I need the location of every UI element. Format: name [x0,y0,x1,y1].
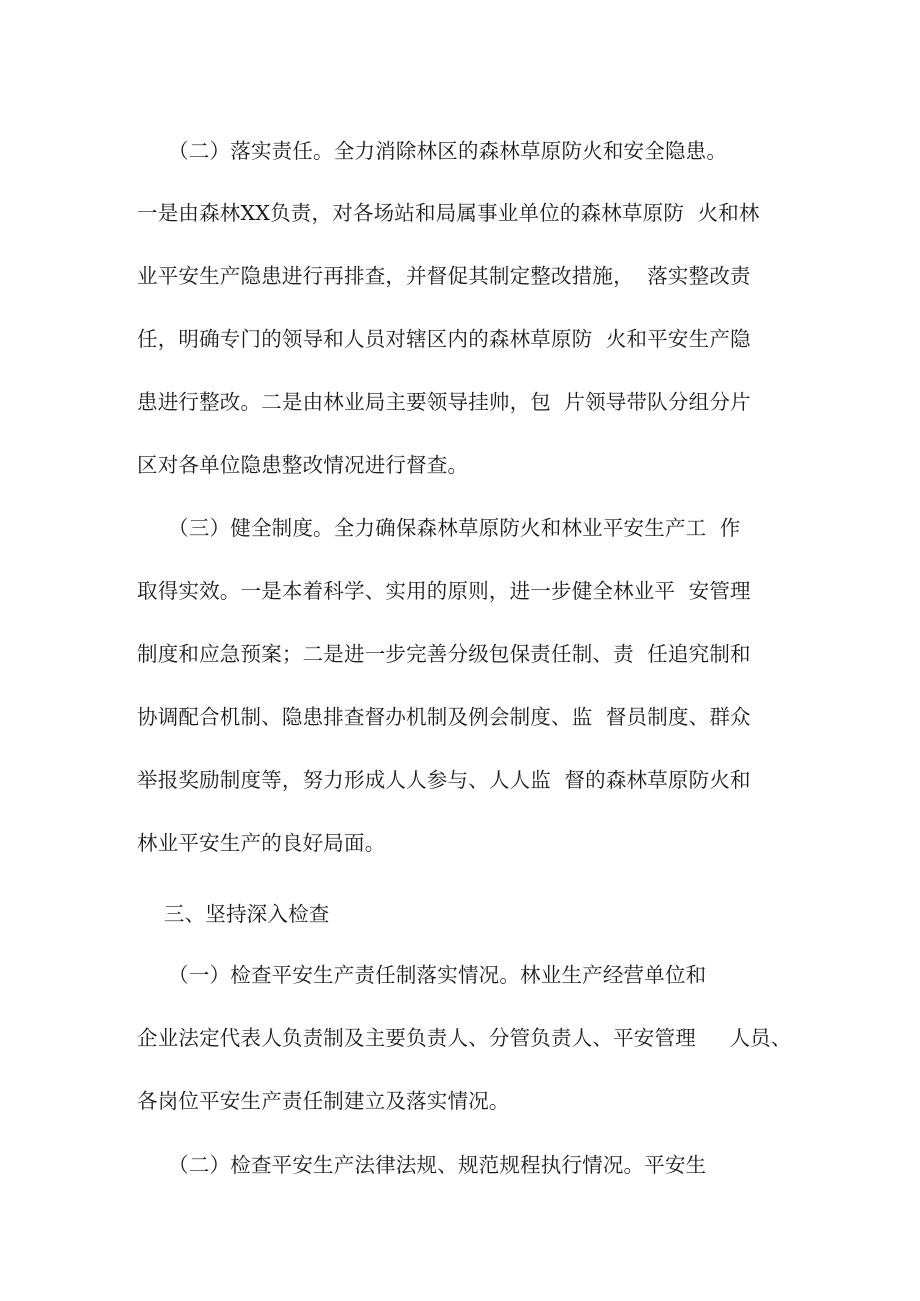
paragraph-line: 业平安生产隐患进行再排查，并督促其制定整改措施， 落实整改责 [137,264,751,288]
paragraph-line: （三）健全制度。全力确保森林草原防火和林业平安生产工 作 [137,516,741,540]
paragraph-line: 举报奖励制度等，努力形成人人参与、人人监 督的森林草原防火和 [137,768,751,792]
paragraph-line: 任，明确专门的领导和人员对辖区内的森林草原防 火和平安生产隐 [137,327,751,351]
section-heading: 三、坚持深入检查 [137,902,330,926]
paragraph-line: 企业法定代表人负责制及主要负责人、分管负责人、平安管理 人员、 [137,1026,792,1050]
paragraph-line: 协调配合机制、隐患排查督办机制及例会制度、监 督员制度、群众 [137,705,751,729]
paragraph-line: 一是由森林XX负责，对各场站和局属事业单位的森林草原防 火和林 [137,201,760,225]
paragraph-line: 取得实效。一是本着科学、实用的原则，进一步健全林业平 安管理 [137,579,751,603]
paragraph-line: （二）落实责任。全力消除林区的森林草原防火和安全隐患。 [137,139,728,163]
paragraph-line: （二）检查平安生产法律法规、规范规程执行情况。平安生 [137,1153,707,1177]
paragraph-line: 患进行整改。二是由林业局主要领导挂帅，包 片领导带队分组分片 [137,390,751,414]
paragraph-line: 区对各单位隐患整改情况进行督查。 [137,453,469,477]
paragraph-line: （一）检查平安生产责任制落实情况。林业生产经营单位和 [137,963,707,987]
paragraph-line: 各岗位平安生产责任制建立及落实情况。 [137,1089,510,1113]
paragraph-line: 林业平安生产的良好局面。 [137,831,386,855]
paragraph-line: 制度和应急预案；二是进一步完善分级包保责任制、责 任追究制和 [137,642,751,666]
